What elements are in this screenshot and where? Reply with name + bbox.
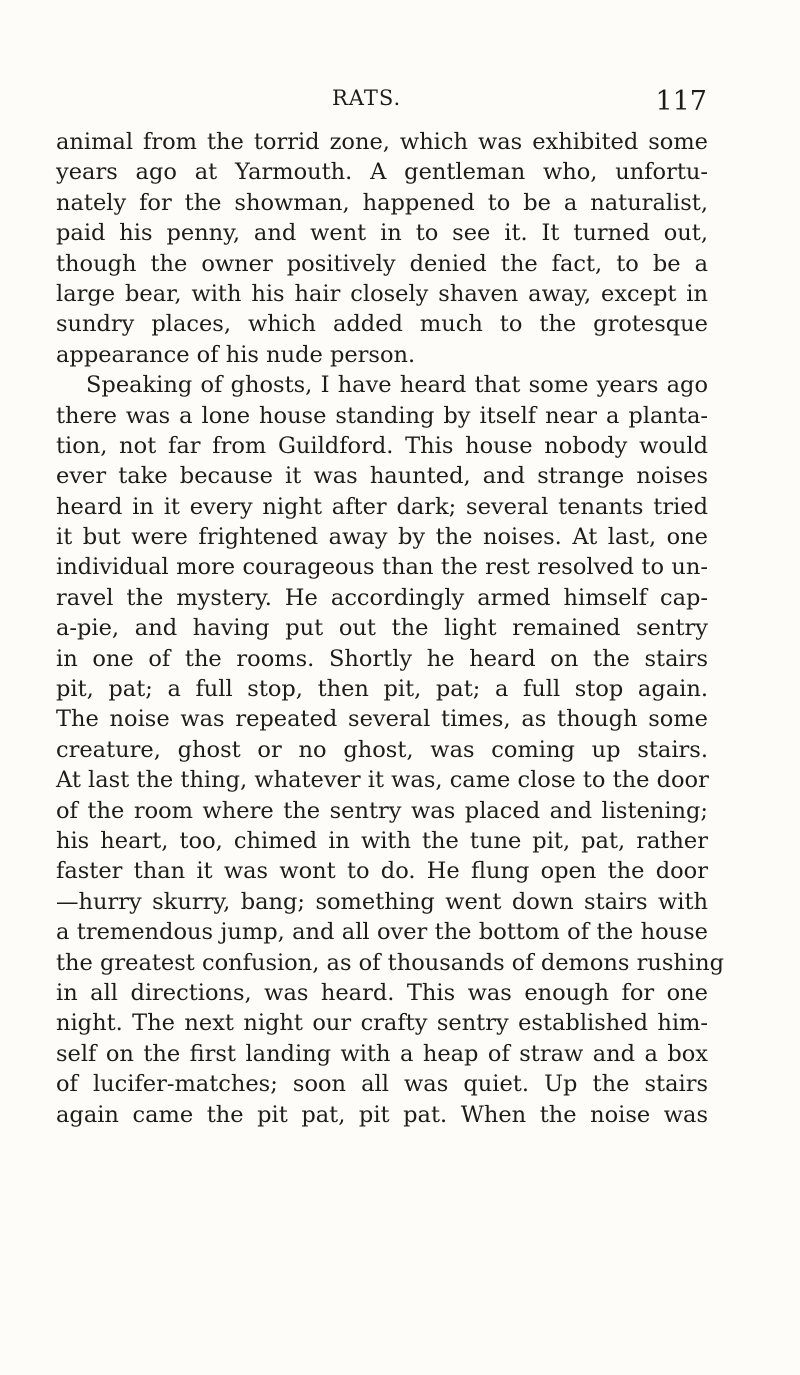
- text-line: individual more courageous than the rest resolved to un-: [56, 554, 708, 581]
- text-line: of lucifer-matches; soon all was quiet. Up the stairs: [56, 1071, 708, 1098]
- text-line: a-pie, and having put out the light remained sentry: [56, 615, 708, 642]
- text-line: paid his penny, and went in to see it. It turned out,: [56, 220, 708, 247]
- text-line: sundry places, which added much to the grotesque: [56, 311, 708, 338]
- text-line: there was a lone house standing by itself near a planta-: [56, 402, 708, 429]
- text-line: heard in it every night after dark; several tenants tried: [56, 493, 708, 520]
- text-line: At last the thing, whatever it was, came close to the door: [56, 767, 709, 794]
- text-line: in all directions, was heard. This was enough for one: [56, 979, 708, 1006]
- text-line: animal from the torrid zone, which was exhibited some: [56, 129, 708, 155]
- page-header: [0, 86, 800, 126]
- text-line: faster than it was wont to do. He flung open the door: [56, 858, 708, 885]
- text-line: appearance of his nude person.: [56, 341, 416, 368]
- text-line: ravel the mystery. He accordingly armed himself cap-: [56, 584, 708, 611]
- text-line: ever take because it was haunted, and strange noises: [56, 463, 708, 490]
- text-line: years ago at Yarmouth. A gentleman who, unfortu-: [56, 159, 708, 186]
- text-line: night. The next night our crafty sentry established him-: [56, 1010, 708, 1037]
- text-line: it but were frightened away by the noises. At last, one: [56, 524, 708, 551]
- text-line: large bear, with his hair closely shaven away, except in: [56, 280, 708, 307]
- text-line: of the room where the sentry was placed and listening;: [56, 797, 708, 824]
- text-line: self on the first landing with a heap of straw and a box: [56, 1040, 708, 1067]
- running-head: RATS.: [332, 86, 402, 110]
- text-line: the greatest confusion, as of thousands of demons rushing: [56, 949, 724, 976]
- text-line: creature, ghost or no ghost, was coming up stairs.: [56, 736, 708, 763]
- page-number: 117: [655, 86, 707, 117]
- text-line: though the owner positively denied the fact, to be a: [56, 250, 708, 277]
- body-text: [56, 127, 724, 1130]
- text-line: pit, pat; a full stop, then pit, pat; a full stop again.: [56, 676, 708, 703]
- text-line: tion, not far from Guildford. This house nobody would: [56, 432, 708, 459]
- text-line: again came the pit pat, pit pat. When the noise was: [56, 1101, 708, 1128]
- text-line: The noise was repeated several times, as though some: [56, 706, 708, 733]
- paragraph-start-line: Speaking of ghosts, I have heard that some years ago: [86, 372, 708, 399]
- text-line: in one of the rooms. Shortly he heard on the stairs: [56, 645, 708, 672]
- text-line: —hurry skurry, bang; something went down stairs with: [56, 888, 708, 915]
- text-line: nately for the showman, happened to be a naturalist,: [56, 189, 708, 216]
- text-line: his heart, too, chimed in with the tune pit, pat, rather: [56, 827, 708, 854]
- text-line: a tremendous jump, and all over the bottom of the house: [56, 919, 708, 946]
